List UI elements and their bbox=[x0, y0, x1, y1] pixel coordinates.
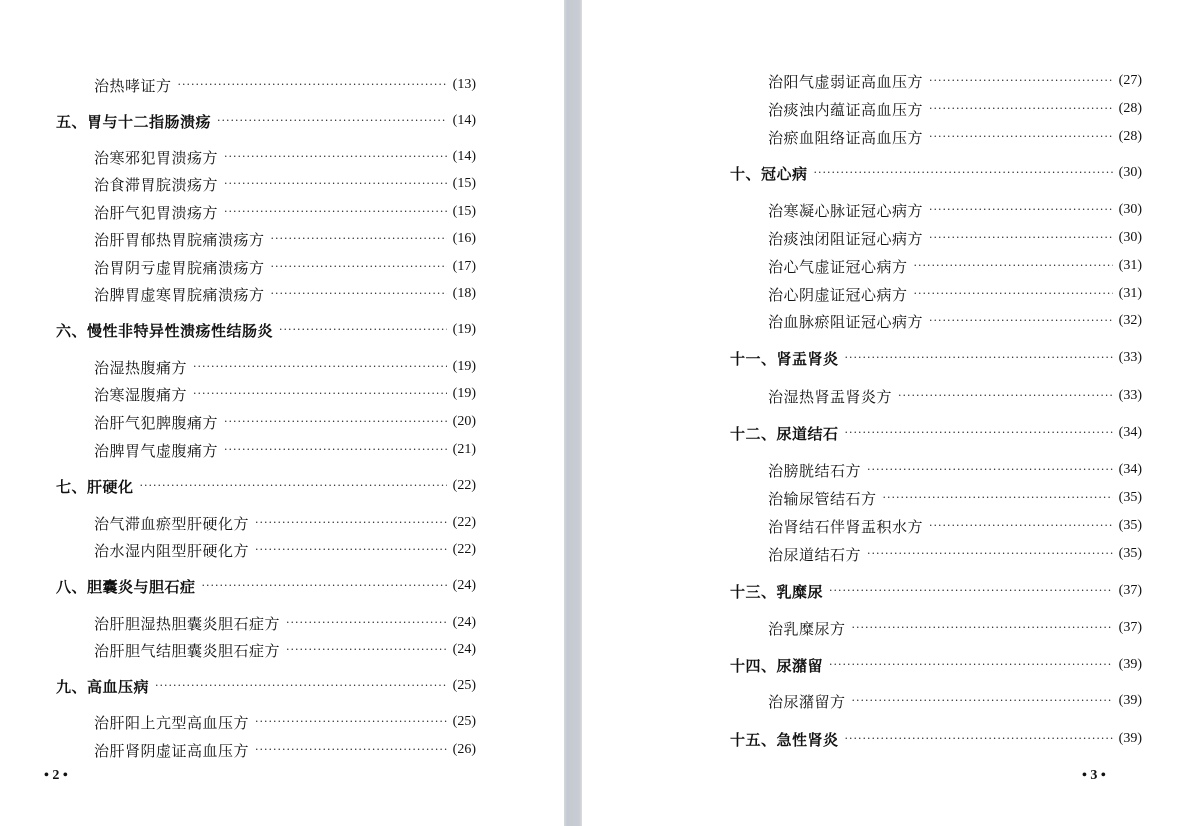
page-number-footer-left: • 2 • bbox=[44, 768, 68, 783]
toc-entry-title: 治寒湿腹痛方 bbox=[94, 385, 188, 404]
toc-entry-title: 五、胃与十二指肠溃疡 bbox=[56, 112, 212, 131]
toc-dot-leader bbox=[286, 616, 447, 630]
toc-chapter-heading bbox=[730, 728, 1142, 750]
toc-dot-leader bbox=[224, 415, 447, 429]
toc-page-number: (30) bbox=[1118, 230, 1142, 245]
toc-entry-title: 十四、尿潴留 bbox=[730, 656, 824, 675]
toc-dot-leader bbox=[255, 743, 447, 757]
toc-entry bbox=[94, 356, 476, 378]
toc-entry-title: 治脾胃虚寒胃脘痛溃疡方 bbox=[94, 285, 265, 304]
toc-page-number: (22) bbox=[452, 515, 476, 530]
toc-dot-leader bbox=[929, 314, 1113, 328]
toc-entry bbox=[768, 515, 1142, 537]
toc-dot-leader bbox=[286, 643, 447, 657]
toc-dot-leader bbox=[929, 231, 1113, 245]
toc-entry bbox=[768, 227, 1142, 249]
toc-entry-title: 治肝胆湿热胆囊炎胆石症方 bbox=[94, 614, 281, 633]
toc-chapter-heading bbox=[730, 162, 1142, 184]
toc-dot-leader bbox=[279, 323, 447, 337]
toc-entry-title: 治肝阳上亢型高血压方 bbox=[94, 713, 250, 732]
toc-page-number: (26) bbox=[452, 742, 476, 757]
toc-page-number: (31) bbox=[1118, 258, 1142, 273]
toc-entry bbox=[768, 543, 1142, 565]
toc-dot-leader bbox=[271, 287, 447, 301]
toc-chapter-heading bbox=[56, 319, 476, 341]
toc-entry-title: 治寒邪犯胃溃疡方 bbox=[94, 148, 219, 167]
toc-page-number: (39) bbox=[1118, 731, 1142, 746]
toc-entry-title: 治输尿管结石方 bbox=[768, 489, 877, 508]
toc-dot-leader bbox=[929, 102, 1113, 116]
toc-entry bbox=[94, 411, 476, 433]
toc-entry-title: 治肾结石伴肾盂积水方 bbox=[768, 517, 924, 536]
toc-dot-leader bbox=[829, 658, 1113, 672]
toc-entry-title: 治肝肾阴虚证高血压方 bbox=[94, 741, 250, 760]
toc-dot-leader bbox=[217, 114, 447, 128]
toc-entry-title: 治心气虚证冠心病方 bbox=[768, 257, 908, 276]
toc-page-number: (22) bbox=[452, 478, 476, 493]
toc-page-number: (14) bbox=[452, 113, 476, 128]
toc-entry-title: 治肝胆气结胆囊炎胆石症方 bbox=[94, 641, 281, 660]
toc-entry bbox=[94, 739, 476, 761]
toc-entry-title: 十五、急性肾炎 bbox=[730, 730, 839, 749]
toc-entry-title: 治乳糜尿方 bbox=[768, 619, 846, 638]
toc-entry-title: 十二、尿道结石 bbox=[730, 424, 839, 443]
toc-entry-title: 十一、肾盂肾炎 bbox=[730, 349, 839, 368]
toc-page-number: (25) bbox=[452, 678, 476, 693]
toc-entry bbox=[94, 639, 476, 661]
toc-page-number: (35) bbox=[1118, 546, 1142, 561]
toc-dot-leader bbox=[914, 259, 1113, 273]
toc-dot-leader bbox=[155, 679, 447, 693]
toc-chapter-heading bbox=[730, 654, 1142, 676]
toc-dot-leader bbox=[224, 177, 447, 191]
toc-page-number: (13) bbox=[452, 77, 476, 92]
toc-page-number: (28) bbox=[1118, 129, 1142, 144]
toc-entry bbox=[768, 617, 1142, 639]
toc-entry-title: 治血脉瘀阻证冠心病方 bbox=[768, 312, 924, 331]
toc-dot-leader bbox=[929, 130, 1113, 144]
toc-entry-title: 六、慢性非特异性溃疡性结肠炎 bbox=[56, 321, 274, 340]
toc-chapter-heading bbox=[56, 110, 476, 132]
toc-entry-title: 治水湿内阻型肝硬化方 bbox=[94, 541, 250, 560]
toc-page-number: (30) bbox=[1118, 165, 1142, 180]
toc-page-number: (37) bbox=[1118, 583, 1142, 598]
toc-dot-leader bbox=[845, 732, 1113, 746]
toc-chapter-heading bbox=[56, 475, 476, 497]
toc-page-number: (39) bbox=[1118, 657, 1142, 672]
toc-entry bbox=[94, 146, 476, 168]
toc-page-number: (21) bbox=[452, 442, 476, 457]
toc-entry bbox=[768, 98, 1142, 120]
toc-chapter-heading bbox=[730, 422, 1142, 444]
toc-entry-title: 治膀胱结石方 bbox=[768, 461, 862, 480]
toc-dot-leader bbox=[929, 519, 1113, 533]
toc-entry-title: 治痰浊闭阻证冠心病方 bbox=[768, 229, 924, 248]
toc-entry bbox=[94, 256, 476, 278]
toc-entry bbox=[768, 199, 1142, 221]
toc-dot-leader bbox=[845, 351, 1113, 365]
toc-dot-leader bbox=[867, 547, 1113, 561]
toc-chapter-heading bbox=[56, 575, 476, 597]
toc-entry bbox=[94, 201, 476, 223]
toc-page-number: (25) bbox=[452, 714, 476, 729]
toc-entry-title: 治瘀血阻络证高血压方 bbox=[768, 128, 924, 147]
toc-entry bbox=[768, 255, 1142, 277]
toc-entry bbox=[768, 690, 1142, 712]
toc-dot-leader bbox=[255, 543, 447, 557]
toc-entry bbox=[768, 487, 1142, 509]
toc-page-number: (33) bbox=[1118, 350, 1142, 365]
toc-page-number: (31) bbox=[1118, 286, 1142, 301]
toc-page-number: (35) bbox=[1118, 518, 1142, 533]
toc-page-number: (16) bbox=[452, 231, 476, 246]
toc-entry bbox=[94, 228, 476, 250]
toc-entry-title: 治气滞血瘀型肝硬化方 bbox=[94, 514, 250, 533]
toc-page-number: (39) bbox=[1118, 693, 1142, 708]
right-page bbox=[582, 0, 1186, 826]
toc-dot-leader bbox=[929, 74, 1113, 88]
toc-page-number: (30) bbox=[1118, 202, 1142, 217]
toc-entry-title: 十、冠心病 bbox=[730, 164, 808, 183]
toc-dot-leader bbox=[914, 287, 1113, 301]
toc-page-number: (24) bbox=[452, 642, 476, 657]
toc-page-number: (24) bbox=[452, 578, 476, 593]
toc-dot-leader bbox=[852, 621, 1113, 635]
toc-page-number: (22) bbox=[452, 542, 476, 557]
toc-dot-leader bbox=[852, 694, 1113, 708]
page-gutter bbox=[564, 0, 582, 826]
toc-dot-leader bbox=[224, 443, 447, 457]
toc-entry-title: 治热哮证方 bbox=[94, 76, 172, 95]
toc-entry-title: 治痰浊内蕴证高血压方 bbox=[768, 100, 924, 119]
left-page bbox=[0, 0, 564, 826]
toc-entry-title: 治胃阴亏虚胃脘痛溃疡方 bbox=[94, 258, 265, 277]
toc-page-number: (17) bbox=[452, 259, 476, 274]
toc-entry-title: 治阳气虚弱证高血压方 bbox=[768, 72, 924, 91]
toc-dot-leader bbox=[845, 426, 1113, 440]
toc-dot-leader bbox=[178, 78, 447, 92]
toc-entry-title: 治心阴虚证冠心病方 bbox=[768, 285, 908, 304]
toc-entry bbox=[768, 126, 1142, 148]
toc-page-number: (34) bbox=[1118, 425, 1142, 440]
toc-dot-leader bbox=[202, 579, 447, 593]
toc-entry-title: 七、肝硬化 bbox=[56, 477, 134, 496]
toc-entry-title: 八、胆囊炎与胆石症 bbox=[56, 577, 196, 596]
toc-page-number: (18) bbox=[452, 286, 476, 301]
toc-dot-leader bbox=[814, 166, 1113, 180]
toc-entry bbox=[768, 283, 1142, 305]
toc-dot-leader bbox=[224, 150, 447, 164]
toc-page-number: (32) bbox=[1118, 313, 1142, 328]
toc-entry bbox=[94, 439, 476, 461]
toc-entry-title: 治湿热肾盂肾炎方 bbox=[768, 387, 893, 406]
toc-dot-leader bbox=[140, 479, 447, 493]
toc-dot-leader bbox=[829, 584, 1113, 598]
toc-entry bbox=[768, 385, 1142, 407]
toc-dot-leader bbox=[883, 491, 1113, 505]
page-number-footer-right: • 3 • bbox=[1082, 768, 1106, 783]
toc-dot-leader bbox=[929, 203, 1113, 217]
toc-page-number: (19) bbox=[452, 359, 476, 374]
toc-entry-title: 治寒凝心脉证冠心病方 bbox=[768, 201, 924, 220]
toc-entry bbox=[94, 74, 476, 96]
toc-page-number: (35) bbox=[1118, 490, 1142, 505]
toc-entry-title: 治湿热腹痛方 bbox=[94, 358, 188, 377]
toc-dot-leader bbox=[255, 516, 447, 530]
toc-entry bbox=[768, 310, 1142, 332]
toc-entry-title: 十三、乳糜尿 bbox=[730, 582, 824, 601]
toc-entry-title: 治肝气犯脾腹痛方 bbox=[94, 413, 219, 432]
toc-page-number: (24) bbox=[452, 615, 476, 630]
toc-page-number: (14) bbox=[452, 149, 476, 164]
toc-chapter-heading bbox=[730, 347, 1142, 369]
toc-page-number: (20) bbox=[452, 414, 476, 429]
toc-entry-title: 治脾胃气虚腹痛方 bbox=[94, 441, 219, 460]
toc-page-number: (33) bbox=[1118, 388, 1142, 403]
toc-entry bbox=[94, 612, 476, 634]
toc-dot-leader bbox=[255, 715, 447, 729]
toc-entry bbox=[94, 539, 476, 561]
toc-entry bbox=[94, 512, 476, 534]
toc-dot-leader bbox=[224, 205, 447, 219]
toc-dot-leader bbox=[271, 232, 447, 246]
toc-entry bbox=[94, 173, 476, 195]
toc-dot-leader bbox=[898, 389, 1113, 403]
toc-entry bbox=[94, 283, 476, 305]
toc-page-number: (37) bbox=[1118, 620, 1142, 635]
toc-entry-title: 治尿潴留方 bbox=[768, 692, 846, 711]
toc-dot-leader bbox=[271, 260, 447, 274]
toc-entry-title: 治食滞胃脘溃疡方 bbox=[94, 175, 219, 194]
toc-page-number: (19) bbox=[452, 386, 476, 401]
toc-dot-leader bbox=[193, 360, 447, 374]
toc-chapter-heading bbox=[730, 580, 1142, 602]
toc-dot-leader bbox=[867, 463, 1113, 477]
toc-page-number: (27) bbox=[1118, 73, 1142, 88]
toc-dot-leader bbox=[193, 387, 447, 401]
toc-entry-title: 九、高血压病 bbox=[56, 677, 150, 696]
toc-page-number: (15) bbox=[452, 176, 476, 191]
toc-entry-title: 治肝气犯胃溃疡方 bbox=[94, 203, 219, 222]
toc-entry bbox=[768, 70, 1142, 92]
toc-entry-title: 治肝胃郁热胃脘痛溃疡方 bbox=[94, 230, 265, 249]
toc-entry bbox=[768, 459, 1142, 481]
toc-entry bbox=[94, 711, 476, 733]
toc-page-number: (34) bbox=[1118, 462, 1142, 477]
toc-page-number: (28) bbox=[1118, 101, 1142, 116]
toc-chapter-heading bbox=[56, 675, 476, 697]
toc-page-number: (15) bbox=[452, 204, 476, 219]
toc-entry-title: 治尿道结石方 bbox=[768, 545, 862, 564]
toc-page-number: (19) bbox=[452, 322, 476, 337]
toc-entry bbox=[94, 383, 476, 405]
